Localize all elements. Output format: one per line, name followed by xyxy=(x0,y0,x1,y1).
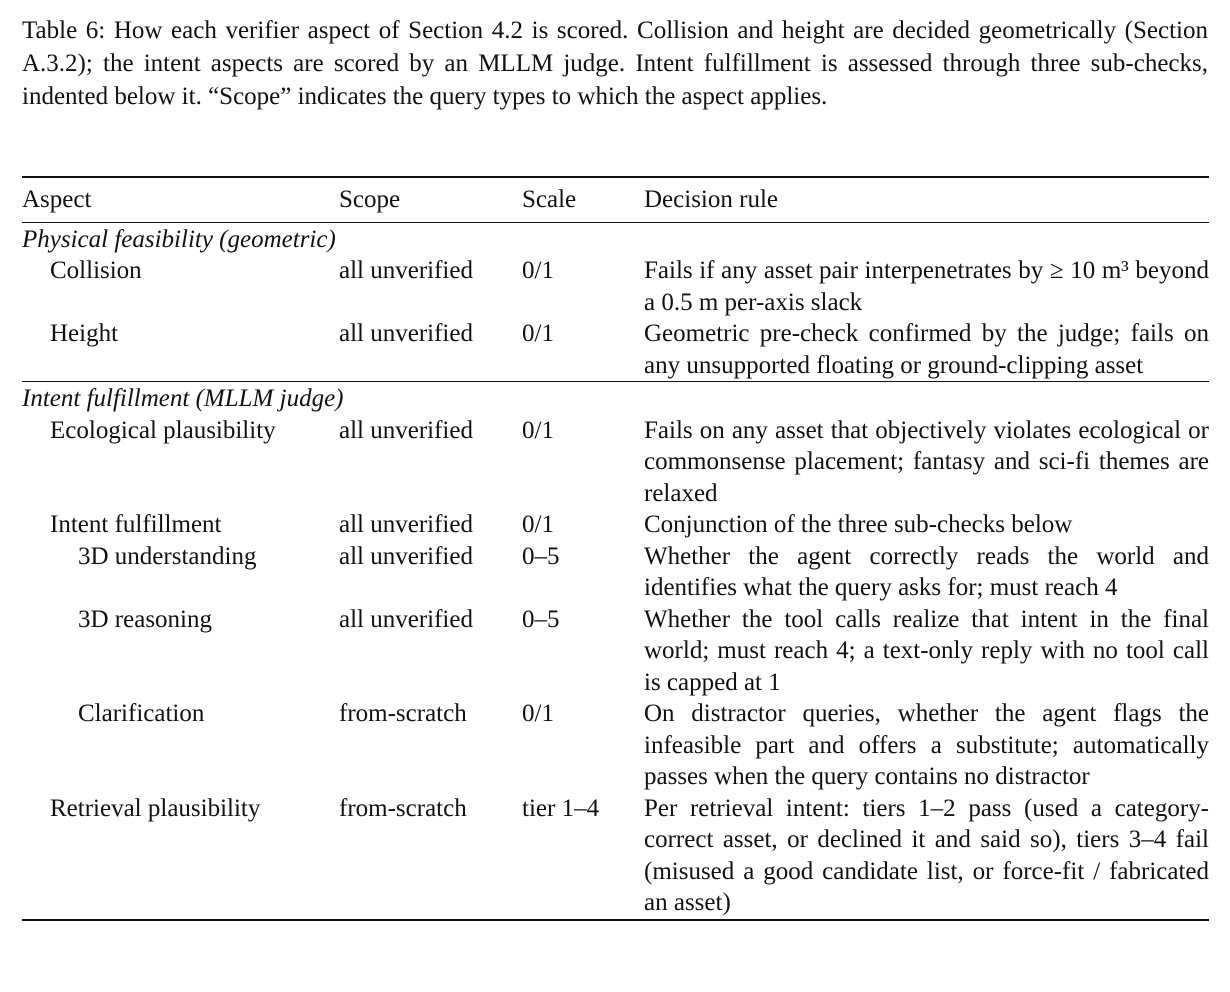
scope-cell: all unverified xyxy=(339,542,473,570)
header-decision-rule: Decision rule xyxy=(644,177,1209,222)
aspect-cell: Retrieval plausibility xyxy=(50,794,261,822)
table-row xyxy=(22,541,1209,604)
scope-cell: all unverified xyxy=(339,605,473,633)
table-row xyxy=(22,415,1209,510)
header-aspect: Aspect xyxy=(22,177,339,222)
table-row xyxy=(22,793,1209,920)
scale-cell: 0/1 xyxy=(522,416,554,444)
header-row xyxy=(22,177,1209,222)
rule-cell: Whether the tool calls realize that intent in the final world; must reach 4; a text-only reply with no tool call is capped at 1 xyxy=(644,605,1209,696)
rule-cell: Geometric pre-check confirmed by the judge; fails on any unsupported floating or ground-clipping asset xyxy=(644,320,1209,379)
aspect-cell: Clarification xyxy=(78,700,205,727)
scope-cell: all unverified xyxy=(339,257,473,284)
rule-cell: Fails on any asset that objectively violates ecological or commonsense placement; fantasy and sci-fi themes are relaxed xyxy=(644,416,1209,507)
rule-cell: Fails if any asset pair interpenetrates by ≥ 10 m³ beyond a 0.5 m per-axis slack xyxy=(644,257,1209,316)
caption-text: Table 6: How each verifier aspect of Section 4.2 is scored. Collision and height are decided geometrically (Section A.3.2); the intent aspects are scored by an MLLM judge. Intent fulfillment is assessed through three sub-checks, indented below it. “Scope” indicates the query types to which the aspect applies. xyxy=(22,17,1208,110)
group-heading-row xyxy=(22,382,1209,415)
scope-cell: from-scratch xyxy=(339,700,467,727)
scale-cell: 0/1 xyxy=(522,511,554,538)
table-row xyxy=(22,255,1209,318)
aspect-cell: 3D understanding xyxy=(78,542,257,570)
scale-cell: 0/1 xyxy=(522,257,554,284)
header-scope: Scope xyxy=(339,177,522,222)
aspect-cell: Height xyxy=(50,320,119,347)
scope-cell: from-scratch xyxy=(339,794,467,822)
scale-cell: 0/1 xyxy=(522,320,554,347)
scope-cell: all unverified xyxy=(339,416,473,444)
group-title: Physical feasibility (geometric) xyxy=(22,225,336,253)
rule-cell: Conjunction of the three sub-checks below xyxy=(644,511,1073,538)
scale-cell: 0–5 xyxy=(522,542,560,570)
rule-cell: Whether the agent correctly reads the world and identifies what the query asks for; must reach 4 xyxy=(644,542,1209,601)
rule-cell: Per retrieval intent: tiers 1–2 pass (used a category-correct asset, or declined it and said so), tiers 3–4 fail (misused a good candidate list, or force-fit / fabricated an asset) xyxy=(644,794,1209,916)
rule-cell: On distractor queries, whether the agent flags the infeasible part and offers a substitute; automatically passes when the query contains no distractor xyxy=(644,700,1209,790)
scale-cell: 0–5 xyxy=(522,605,560,633)
table-row xyxy=(22,509,1209,541)
table-caption xyxy=(22,14,1208,113)
group-title: Intent fulfillment (MLLM judge) xyxy=(22,382,1209,415)
scope-cell: all unverified xyxy=(339,320,473,347)
aspect-cell: Collision xyxy=(50,257,142,284)
scale-cell: 0/1 xyxy=(522,700,554,727)
aspect-cell: Intent fulfillment xyxy=(50,511,222,538)
scope-cell: all unverified xyxy=(339,511,473,538)
table-row xyxy=(22,698,1209,793)
table-row xyxy=(22,318,1209,382)
header-scale: Scale xyxy=(522,177,644,222)
scale-cell: tier 1–4 xyxy=(522,794,600,822)
table-row xyxy=(22,604,1209,699)
group-heading-row xyxy=(22,222,1209,255)
aspect-cell: 3D reasoning xyxy=(78,605,212,633)
verifier-table xyxy=(22,176,1209,921)
aspect-cell: Ecological plausibility xyxy=(50,416,276,444)
